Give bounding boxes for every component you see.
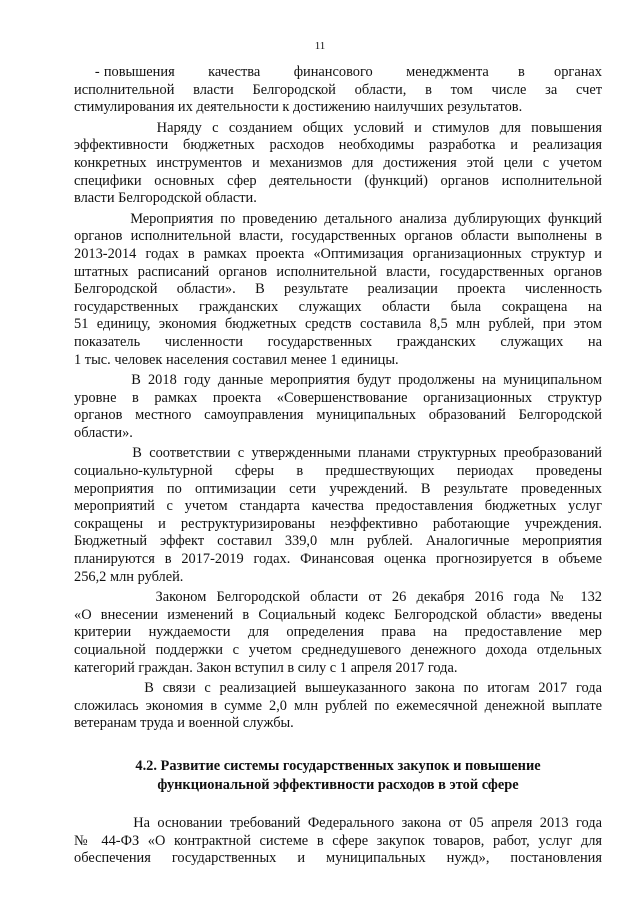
text-line: «О внесении изменений в Социальный кодекс Белгородской области» введены [74,606,602,623]
text-line: органов исполнительной власти, государственных органов области выполнены в [74,228,602,245]
text-line: сокращены и реструктуризированы неэффективно работающие учреждения. [74,515,602,532]
text-line: эффективности бюджетных расходов необходимы разработка и реализация [74,137,602,154]
text-line: В 2018 году данные мероприятия будут продолжены на муниципальном [74,372,602,389]
paragraph [74,120,602,208]
text-line: мероприятия по оптимизации сети учреждений. В результате проведенных [74,480,602,497]
text-line: 51 единицу, экономия бюджетных средств составила 8,5 млн рублей, при этом [74,316,602,333]
text-line: конкретных инструментов и механизмов для достижения этой цели с учетом [74,154,602,171]
section-heading-line: 4.2. Развитие системы государственных закупок и повышение [135,757,541,774]
text-line: Белгородской области». В результате реализации проекта численность [74,281,602,298]
text-line: Законом Белгородской области от 26 декабря 2016 года № 132 [74,589,602,606]
text-line: - повышения качества финансового менеджмента в органах [74,64,602,80]
text-line: социально-культурной сферы в предшествующих периодах проведены [74,463,602,480]
text-line: № 44-ФЗ «О контрактной системе в сфере закупок товаров, работ, услуг для [74,832,602,849]
text-line: показатель численности государственных гражданских служащих на [74,333,602,350]
text-line: государственных гражданских служащих области была сокращена на [74,298,602,315]
text-line: штатных расписаний органов исполнительной власти, государственных органов [74,263,602,280]
text-line: специфики основных сфер деятельности (функций) органов исполнительной [74,172,602,189]
text-line: власти Белгородской области. [74,190,257,207]
text-line: Бюджетный эффект составил 339,0 млн рублей. Аналогичные мероприятия [74,533,602,550]
text-line: планируются в 2017-2019 годах. Финансовая оценка прогнозируется в объеме [74,551,602,568]
text-line: Мероприятия по проведению детального анализа дублирующих функций [74,210,602,227]
paragraph [74,372,602,442]
text-line: стимулирования их деятельности к достижению наилучших результатов. [74,99,523,116]
text-line: области». [74,424,133,441]
section-heading-line: функциональной эффективности расходов в этой сфере [157,776,519,793]
paragraph [74,589,602,677]
text-line: мероприятий с учетом стандарта качества предоставления бюджетных услуг [74,498,602,515]
paragraph [74,445,602,586]
text-line: уровне в рамках проекта «Совершенствование организационных структур [74,389,602,406]
text-line: В соответствии с утвержденными планами структурных преобразований [74,445,602,462]
paragraph [74,680,602,733]
text-line: критерии нуждаемости для определения права на предоставление мер [74,624,602,641]
text-line: 1 тыс. человек населения составил менее 1 единицы. [74,351,399,368]
document-body [74,64,602,871]
text-line: 2013-2014 годах в рамках проекта «Оптимизация организационных структур и [74,245,602,262]
page-number: 11 [314,40,326,52]
text-line: обеспечения государственных и муниципальных нужд», постановления [74,850,602,867]
section-heading [74,757,602,795]
text-line: категорий граждан. Закон вступил в силу с 1 апреля 2017 года. [74,659,458,676]
text-line: На основании требований Федерального закона от 05 апреля 2013 года [74,814,602,831]
text-line: В связи с реализацией вышеуказанного закона по итогам 2017 года [74,680,602,697]
text-line: Наряду с созданием общих условий и стимулов для повышения [74,119,602,136]
paragraph [74,815,602,868]
text-line: социальной поддержки с учетом среднедушевого денежного дохода отдельных [74,642,602,658]
text-line: исполнительной власти Белгородской области, в том числе за счет [74,81,602,98]
text-line: органов местного самоуправления муниципальных образований Белгородской [74,407,602,424]
text-line: сложилась экономия в сумме 2,0 млн рублей по ежемесячной денежной выплате [74,697,602,714]
text-line: 256,2 млн рублей. [74,568,184,585]
paragraph [74,211,602,369]
paragraph [74,64,602,117]
text-line: ветеранам труда и военной службы. [74,715,294,732]
